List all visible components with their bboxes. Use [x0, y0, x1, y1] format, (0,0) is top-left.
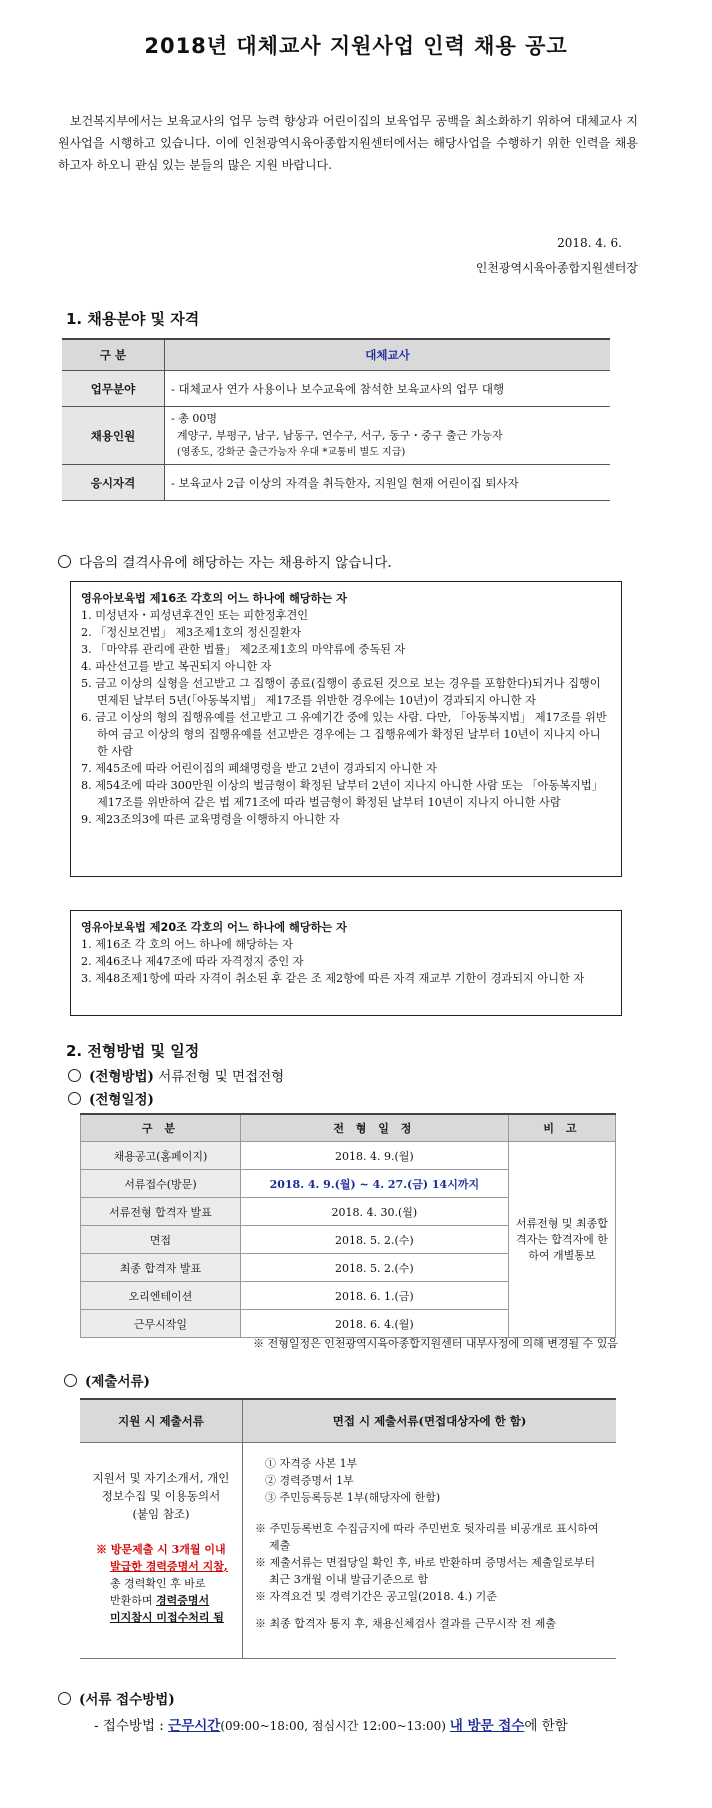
schedule-date: 2018. 4. 30.(월): [240, 1198, 508, 1226]
warning-line: 발급한 경력증명서 지참,: [110, 1560, 228, 1573]
list-item: 6. 금고 이상의 형의 집행유예를 선고받고 그 유예기간 중에 있는 사람. 다만, 「아동복지법」 제17조를 위반하여 금고 이상의 형의 집행유예를 선고받은 경우에는 그 집행유예가 확정된 날부터 10년이 지나지 아니한 사람: [81, 711, 607, 758]
disqualification-box-16: [70, 581, 622, 877]
interview-doc-item: ② 경력증명서 1부: [265, 1474, 354, 1487]
qualification-table: [62, 338, 610, 501]
receipt-method: [94, 1714, 568, 1734]
circle-bullet-icon: [68, 1069, 81, 1082]
schedule-item: 오리엔테이션: [81, 1282, 241, 1310]
application-docs: 지원서 및 자기소개서, 개인정보수집 및 이용동의서: [92, 1471, 230, 1503]
list-item: 9. 제23조의3에 따른 교육명령을 이행하지 아니한 자: [81, 813, 340, 826]
box-list: [81, 936, 611, 987]
visit-warning: [88, 1541, 234, 1626]
schedule-remark: 서류전형 및 최종합격자는 합격자에 한하여 개별통보: [508, 1142, 615, 1338]
schedule-date: 2018. 4. 9.(월): [240, 1142, 508, 1170]
interview-docs-cell: [243, 1443, 617, 1659]
schedule-item: 서류전형 합격자 발표: [81, 1198, 241, 1226]
warning-line: ※ 방문제출 시 3개월 이내: [96, 1543, 226, 1556]
list-item: 1. 미성년자・피성년후견인 또는 피한정후견인: [81, 609, 309, 622]
row-label: 채용인원: [62, 407, 165, 465]
schedule-item: 서류접수(방문): [81, 1170, 241, 1198]
circle-bullet-icon: [68, 1092, 81, 1105]
list-item: 7. 제45조에 따라 어린이집의 폐쇄명령을 받고 2년이 경과되지 아니한 자: [81, 762, 437, 775]
row-text: - 대체교사 연가 사용이나 보수교육에 참석한 보육교사의 업무 대행: [165, 371, 611, 407]
col-header: 구 분: [62, 339, 165, 371]
disqualification-note: [58, 551, 392, 571]
circle-bullet-icon: [58, 1692, 71, 1705]
list-item: 3. 제48조제1항에 따라 자격이 취소된 후 같은 조 제2항에 따른 자격 재교부 기한이 경과되지 아니한 자: [81, 972, 585, 985]
row-label: 응시자격: [62, 465, 165, 501]
warning-line: 총 경력확인 후 바로: [110, 1577, 206, 1590]
notice-date: 2018. 4. 6.: [557, 236, 622, 250]
row-label: 업무분야: [62, 371, 165, 407]
receipt-visit: 내 방문 접수: [449, 1718, 525, 1734]
schedule-date: 2018. 5. 2.(수): [240, 1254, 508, 1282]
schedule-date: 2018. 6. 4.(월): [240, 1310, 508, 1338]
list-item: 8. 제54조에 따라 300만원 이상의 벌금형이 확정된 날부터 2년이 지나지 아니한 사람 또는 「아동복지법」 제17조를 위반하여 같은 법 제71조에 따라 벌금형이 확정된 날부터 10년이 지나지 아니한 사람: [81, 779, 603, 809]
method-label: (전형방법): [89, 1069, 154, 1085]
interview-doc-item: ③ 주민등록등본 1부(해당자에 한함): [265, 1491, 441, 1504]
documents-table: [80, 1398, 616, 1659]
region-note: (영종도, 강화군 출근가능자 우대 *교통비 별도 지급): [177, 447, 406, 458]
list-item: 4. 파산선고를 받고 복권되지 아니한 자: [81, 660, 272, 673]
docs-line: [64, 1370, 150, 1390]
attachment-ref: (붙임 참조): [132, 1507, 190, 1521]
table-row: [81, 1142, 616, 1170]
warning-text: 반환하며: [110, 1594, 157, 1607]
schedule-line: [68, 1088, 154, 1108]
section1-heading: 1. 채용분야 및 자격: [66, 310, 200, 328]
box-title: 영유아보육법 제16조 각호의 어느 하나에 해당하는 자: [81, 592, 347, 605]
receipt-times: (09:00~18:00, 점심시간 12:00~13:00): [220, 1719, 450, 1733]
receipt-suffix: 에 한함: [524, 1718, 568, 1734]
schedule-item: 채용공고(홈페이지): [81, 1142, 241, 1170]
interview-note: ※ 자격요건 및 경력기간은 공고일(2018. 4.) 기준: [255, 1590, 497, 1603]
schedule-date: 2018. 6. 1.(금): [240, 1282, 508, 1310]
list-item: 2. 「정신보건법」 제3조제1호의 정신질환자: [81, 626, 302, 639]
receipt-line: [58, 1688, 175, 1708]
receipt-prefix: - 접수방법 :: [94, 1718, 169, 1734]
box-title: 영유아보육법 제20조 각호의 어느 하나에 해당하는 자: [81, 921, 347, 934]
docs-label: (제출서류): [85, 1374, 150, 1390]
schedule-header: 구 분: [81, 1114, 241, 1142]
schedule-header: 전 형 일 정: [240, 1114, 508, 1142]
interview-note: ※ 최종 합격자 통지 후, 채용신체검사 결과를 근무시작 전 제출: [255, 1617, 556, 1630]
schedule-header: 비 고: [508, 1114, 615, 1142]
organization-name: 인천광역시육아종합지원센터장: [475, 261, 638, 275]
row-text: [165, 407, 611, 465]
section2-heading: 2. 전형방법 및 일정: [66, 1042, 200, 1060]
warning-line: 미지참시 미접수처리 됨: [110, 1611, 224, 1624]
schedule-item: 최종 합격자 발표: [81, 1254, 241, 1282]
page-title: 2018년 대체교사 지원사업 인력 채용 공고: [144, 34, 568, 58]
circle-bullet-icon: [64, 1374, 77, 1387]
warning-line: [96, 1592, 234, 1609]
box-list: [81, 607, 611, 828]
schedule-label: (전형일정): [89, 1092, 154, 1108]
note-text: 다음의 결격사유에 해당하는 자는 채용하지 않습니다.: [79, 555, 392, 571]
list-item: 3. 「마약류 관리에 관한 법률」 제2조제1호의 마약류에 중독된 자: [81, 643, 406, 656]
field-header: 대체교사: [165, 339, 611, 371]
method-line: [68, 1065, 284, 1085]
schedule-table: [80, 1113, 616, 1338]
warning-emphasis: 경력증명서: [156, 1594, 210, 1607]
schedule-date: 2018. 5. 2.(수): [240, 1226, 508, 1254]
interview-doc-item: ① 자격증 사본 1부: [265, 1457, 358, 1470]
intro-paragraph: 보건복지부에서는 보육교사의 업무 능력 향상과 어린이집의 보육업무 공백을 최소화하기 위하여 대체교사 지원사업을 시행하고 있습니다. 이에 인천광역시육아종합지원센터에서는 해당사업을 수행하기 위한 인력을 채용하고자 하오니 관심 있는 분들의 많은 지원 바랍니다.: [58, 114, 638, 172]
list-item: 5. 금고 이상의 실형을 선고받고 그 집행이 종료(집행이 종료된 것으로 보는 경우를 포함한다)되거나 집행이 면제된 날부터 5년(「아동복지법」 제17조를 위반한 경우에는 10년)이 경과되지 아니한 자: [81, 677, 601, 707]
list-item: 1. 제16조 각 호의 어느 하나에 해당하는 자: [81, 938, 293, 951]
region-line: 계양구, 부평구, 남구, 남동구, 연수구, 서구, 동구・중구 출근 가능자: [177, 429, 503, 442]
schedule-item: 근무시작일: [81, 1310, 241, 1338]
docs-header: 지원 시 제출서류: [80, 1399, 243, 1443]
schedule-item: 면접: [81, 1226, 241, 1254]
method-text: 서류전형 및 면접전형: [158, 1069, 285, 1085]
headcount-line: - 총 00명: [171, 412, 217, 425]
interview-note: ※ 주민등록번호 수집금지에 따라 주민번호 뒷자리를 비공개로 표시하여 제출: [255, 1522, 599, 1552]
receipt-hours: 근무시간: [168, 1718, 221, 1734]
receipt-label: (서류 접수방법): [79, 1692, 175, 1708]
circle-bullet-icon: [58, 555, 71, 568]
docs-header: 면접 시 제출서류(면접대상자에 한 함): [243, 1399, 617, 1443]
schedule-date: 2018. 4. 9.(월) ~ 4. 27.(금) 14시까지: [240, 1170, 508, 1198]
application-docs-cell: [80, 1443, 243, 1659]
disqualification-box-20: [70, 910, 622, 1016]
list-item: 2. 제46조나 제47조에 따라 자격정지 중인 자: [81, 955, 304, 968]
interview-note: ※ 제출서류는 면접당일 확인 후, 바로 반환하며 증명서는 제출일로부터 최근 3개월 이내 발급기준으로 함: [255, 1556, 595, 1586]
row-text: - 보육교사 2급 이상의 자격을 취득한자, 지원일 현재 어린이집 퇴사자: [165, 465, 611, 501]
schedule-note: ※ 전형일정은 인천광역시육아종합지원센터 내부사정에 의해 변경될 수 있음: [253, 1337, 618, 1350]
